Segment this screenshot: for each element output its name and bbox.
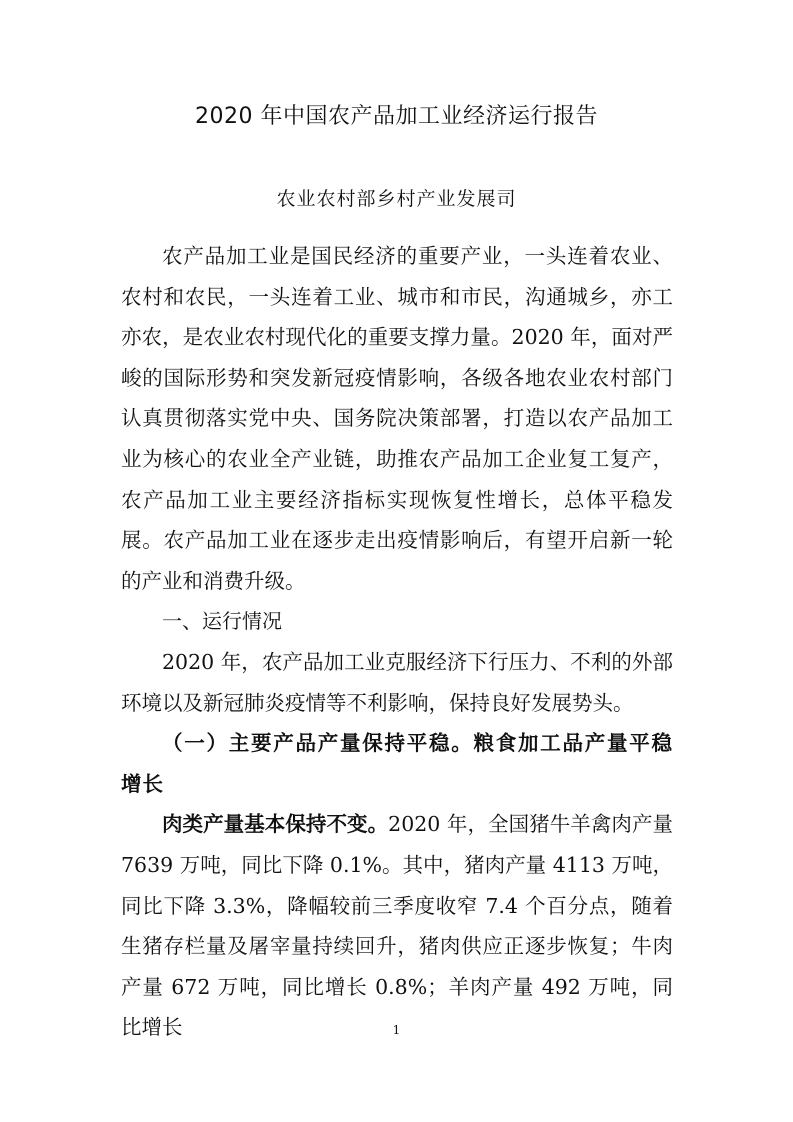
page-number: 1 (392, 1023, 401, 1037)
meat-text: 2020 年，全国猪牛羊禽肉产量 7639 万吨，同比下降 0.1%。其中，猪肉产量 4113 万吨，同比下降 3.3%，降幅较前三季度收窄 7.4 个百分点，随着生猪存栏量及屠宰量持续回升，猪肉供应正逐步恢复；牛肉产量 672 万吨，同比增长 0.8%；羊肉产量 492 万吨，同比增长 (121, 812, 673, 1040)
section-heading-operation: 一、运行情况 (162, 609, 282, 634)
subsection-heading-output: （一）主要产品产量保持平稳。粮食加工品产量平稳增长 (121, 731, 673, 796)
document-author: 农业农村部乡村产业发展司 (276, 188, 517, 210)
meat-lead-sentence: 肉类产量基本保持不变。 (162, 812, 389, 837)
document-body (121, 236, 673, 1048)
intro-paragraph: 农产品加工业是国民经济的重要产业，一头连着农业、农村和农民，一头连着工业、城市和市民，沟通城乡，亦工亦农，是农业农村现代化的重要支撑力量。2020 年，面对严峻的国际形势和突发新冠疫情影响，各级各地农业农村部门认真贯彻落实党中央、国务院决策部署，打造以农产品加工业为核心的农业全产业链，助推农产品加工企业复工复产，农产品加工业主要经济指标实现恢复性增长，总体平稳发展。农产品加工业在逐步走出疫情影响后，有望开启新一轮的产业和消费升级。 (121, 244, 673, 593)
section-paragraph-operation: 2020 年，农产品加工业克服经济下行压力、不利的外部环境以及新冠肺炎疫情等不利影响，保持良好发展势头。 (121, 649, 673, 715)
document-title: 2020 年中国农产品加工业经济运行报告 (195, 104, 598, 129)
meat-paragraph (121, 804, 673, 1048)
